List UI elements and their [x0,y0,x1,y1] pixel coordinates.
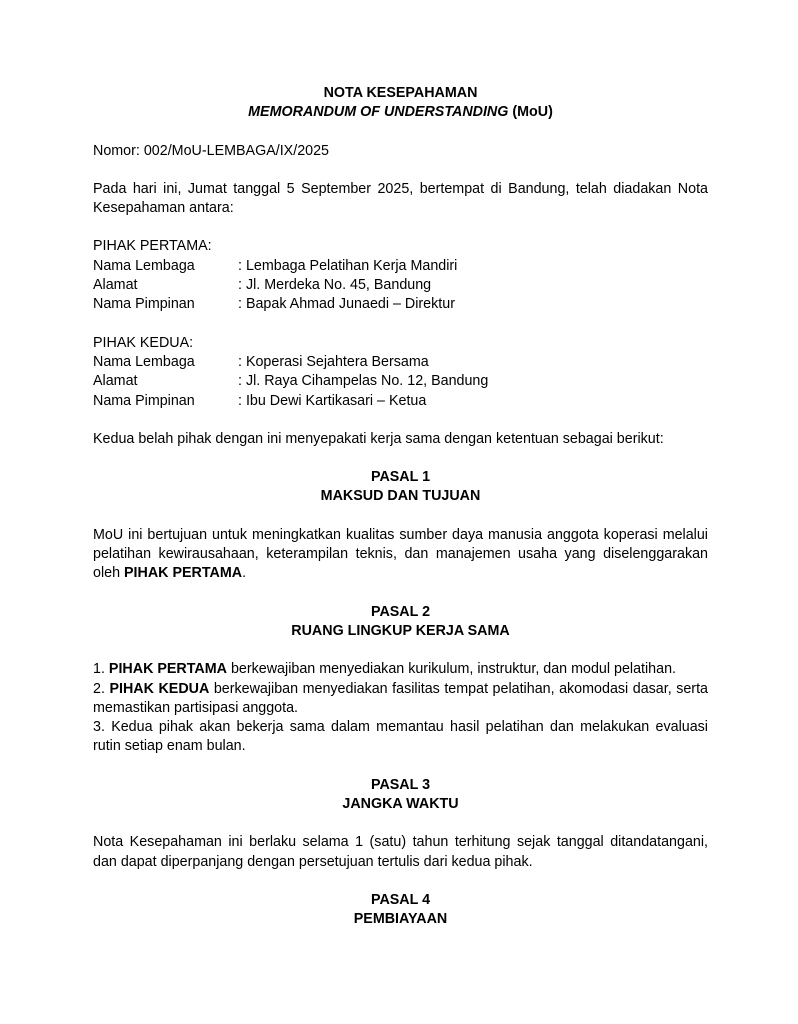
pasal-1-body-end: . [242,565,247,582]
pasal-4-title: PEMBIAYAAN [353,911,448,928]
party-row-value: : Lembaga Pelatihan Kerja Mandiri [238,257,458,274]
pasal-3-number: PASAL 3 [370,776,431,793]
party-row-value: : Jl. Raya Cihampelas No. 12, Bandung [238,373,489,390]
item-number: 1. [93,661,109,678]
pasal-2-body [93,660,708,756]
subtitle-tail: (MoU) [508,104,553,121]
item-text: berkewajiban menyediakan kurikulum, instruktur, dan modul pelatihan. [227,661,677,678]
party-first-row [93,257,708,276]
party-second-row [93,392,708,411]
pasal-2-heading [93,603,708,642]
item-bold: PIHAK KEDUA [109,680,210,697]
party-second-heading: PIHAK KEDUA: [93,334,194,351]
pasal-2-item [93,680,708,719]
party-first [93,237,708,314]
party-row-value: : Ibu Dewi Kartikasari – Ketua [238,392,427,409]
agreement-paragraph: Kedua belah pihak dengan ini menyepakati kerja sama dengan ketentuan sebagai berikut: [93,430,664,447]
pasal-1-body-text: MoU ini bertujuan untuk meningkatkan kualitas sumber daya manusia anggota koperasi melalui pelatihan kewirausahaan, keterampilan teknis, dan manajemen usaha yang diselenggarakan oleh [93,526,708,582]
party-second-row [93,353,708,372]
pasal-2-item: 3. Kedua pihak akan bekerja sama dalam memantau hasil pelatihan dan melakukan evaluasi rutin setiap enam bulan. [93,719,708,755]
party-row-value: : Bapak Ahmad Junaedi – Direktur [238,296,455,313]
document-subtitle [93,103,708,122]
party-row-key: Nama Lembaga [93,353,195,370]
party-second [93,334,708,411]
party-first-row [93,276,708,295]
pasal-3-heading [93,776,708,815]
party-first-row [93,295,708,314]
party-row-value: : Koperasi Sejahtera Bersama [238,353,429,370]
pasal-2-title: RUANG LINGKUP KERJA SAMA [291,622,510,639]
document-page [93,84,708,949]
party-first-heading: PIHAK PERTAMA: [93,238,212,255]
document-number: Nomor: 002/MoU-LEMBAGA/IX/2025 [93,142,329,159]
pasal-3-title: JANGKA WAKTU [342,796,459,813]
pasal-1-title: MAKSUD DAN TUJUAN [320,488,481,505]
subtitle-italic: MEMORANDUM OF UNDERSTANDING [248,104,509,121]
document-title: NOTA KESEPAHAMAN [323,85,478,101]
pasal-2-number: PASAL 2 [370,603,431,620]
item-text: berkewajiban menyediakan fasilitas tempat pelatihan, akomodasi dasar, serta memastikan partisipasi anggota. [93,680,708,716]
pasal-1-body-bold: PIHAK PERTAMA [124,565,243,582]
party-row-key: Alamat [93,373,138,390]
party-row-key: Alamat [93,277,138,294]
pasal-1-body [93,526,708,584]
item-number: 2. [93,680,110,697]
party-row-key: Nama Pimpinan [93,296,195,313]
intro-paragraph: Pada hari ini, Jumat tanggal 5 September 2025, bertempat di Bandung, telah diadakan Nota Kesepahaman antara: [93,180,708,217]
pasal-1-number: PASAL 1 [370,469,431,486]
pasal-2-item [93,660,708,679]
pasal-1-heading [93,468,708,507]
party-row-value: : Jl. Merdeka No. 45, Bandung [238,277,432,294]
pasal-3-body: Nota Kesepahaman ini berlaku selama 1 (satu) tahun terhitung sejak tanggal ditandatangani, dan dapat diperpanjang dengan persetujuan tertulis dari kedua pihak. [93,834,708,870]
pasal-4-heading [93,891,708,930]
title-block [93,84,708,123]
party-row-key: Nama Lembaga [93,257,195,274]
party-second-row [93,372,708,391]
pasal-4-number: PASAL 4 [370,891,431,908]
party-row-key: Nama Pimpinan [93,392,195,409]
item-bold: PIHAK PERTAMA [108,661,227,678]
